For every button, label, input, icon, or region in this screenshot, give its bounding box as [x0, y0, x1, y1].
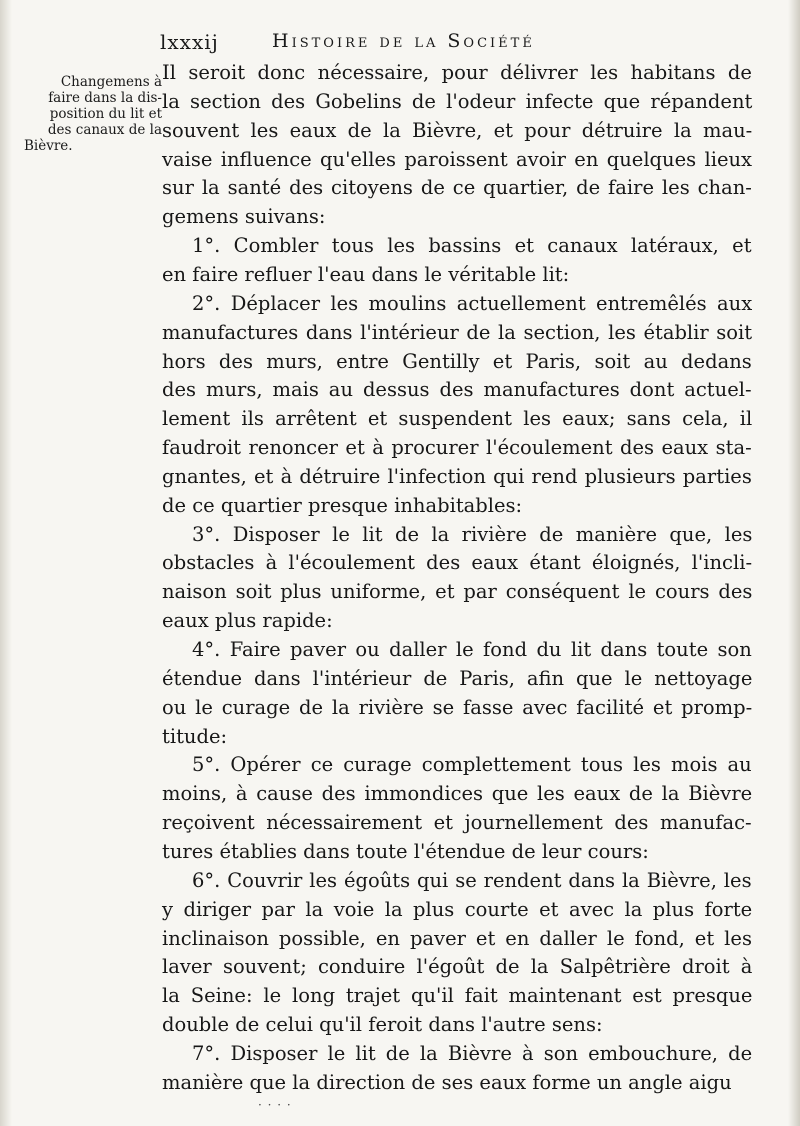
text-line: 7°. Disposer le lit de la Bièvre à son embouchure, de: [192, 1041, 753, 1065]
text-line: moins, à cause des immondices que les eaux de la Bièvre: [162, 782, 753, 806]
margin-note-line: des canaux de la: [47, 122, 162, 138]
text-line: lement ils arrêtent et suspendent les eaux; sans cela, il: [162, 407, 753, 431]
text-line: manière que la direction de ses eaux forme un angle aigu: [162, 1070, 732, 1094]
page-number: lxxxij: [160, 30, 219, 54]
margin-note-line: faire dans la dis-: [48, 90, 162, 106]
margin-note-line: Bièvre.: [24, 138, 73, 154]
text-line: étendue dans l'intérieur de Paris, afin que le nettoyage: [162, 666, 753, 690]
text-line: faudroit renoncer et à procurer l'écoulement des eaux sta-: [162, 436, 752, 460]
text-line: de ce quartier presque inhabitables:: [162, 493, 523, 517]
text-line: titude:: [162, 724, 228, 748]
text-line: la Seine: le long trajet qu'il fait maintenant est presque: [162, 984, 753, 1008]
text-line: 6°. Couvrir les égoûts qui se rendent dans la Bièvre, les: [192, 868, 752, 892]
margin-note-line: Changemens à: [60, 74, 162, 90]
text-line: des murs, mais au dessus des manufactures dont actuel-: [162, 378, 752, 402]
text-line: en faire refluer l'eau dans le véritable lit:: [162, 262, 570, 286]
text-line: naison soit plus uniforme, et par conséquent le cours des: [162, 580, 753, 604]
text-line: laver souvent; conduire l'égoût de la Salpêtrière droit à: [162, 955, 753, 979]
text-line: sur la santé des citoyens de ce quartier, de faire les chan-: [162, 176, 752, 200]
text-line: souvent les eaux de la Bièvre, et pour détruire la mau-: [162, 118, 753, 142]
text-line: Il seroit donc nécessaire, pour délivrer les habitans de: [162, 61, 752, 84]
text-line: double de celui qu'il feroit dans l'autre sens:: [162, 1013, 603, 1037]
text-line: 4°. Faire paver ou daller le fond du lit dans toute son: [192, 638, 752, 661]
text-line: la section des Gobelins de l'odeur infecte que répandent: [162, 89, 753, 113]
text-line: manufactures dans l'intérieur de la section, les établir soit: [162, 320, 753, 344]
text-line: obstacles à l'écoulement des eaux étant éloignés, l'incli-: [162, 551, 753, 575]
text-line: eaux plus rapide:: [162, 609, 333, 633]
margin-note-line: position du lit et: [49, 106, 162, 122]
text-line: 1°. Combler tous les bassins et canaux latéraux, et: [192, 234, 752, 258]
text-line: reçoivent nécessairement et journellement des manufac-: [162, 811, 752, 835]
text-line: 3°. Disposer le lit de la rivière de manière que, les: [192, 522, 753, 546]
text-line: tures établies dans toute l'étendue de leur cours:: [162, 839, 649, 863]
text-line: inclinaison possible, en paver et en daller le fond, et les: [162, 926, 752, 950]
text-line: ou le curage de la rivière se fasse avec facilité et promp-: [162, 695, 753, 719]
text-line: gemens suivans:: [162, 205, 326, 229]
text-line: vaise influence qu'elles paroissent avoir en quelques lieux: [162, 147, 753, 171]
text-line: 2°. Déplacer les moulins actuellement entremêlés aux: [192, 291, 753, 315]
text-line: gnantes, et à détruire l'infection qui rend plusieurs parties: [162, 464, 752, 488]
running-title: Histoire de la Société: [272, 30, 535, 52]
text-line: hors des murs, entre Gentilly et Paris, soit au dedans: [162, 349, 752, 373]
footer-mark: · · · ·: [258, 1098, 292, 1112]
text-line: y diriger par la voie la plus courte et avec la plus forte: [162, 897, 753, 921]
text-line: 5°. Opérer ce curage complettement tous les mois au: [192, 753, 752, 777]
